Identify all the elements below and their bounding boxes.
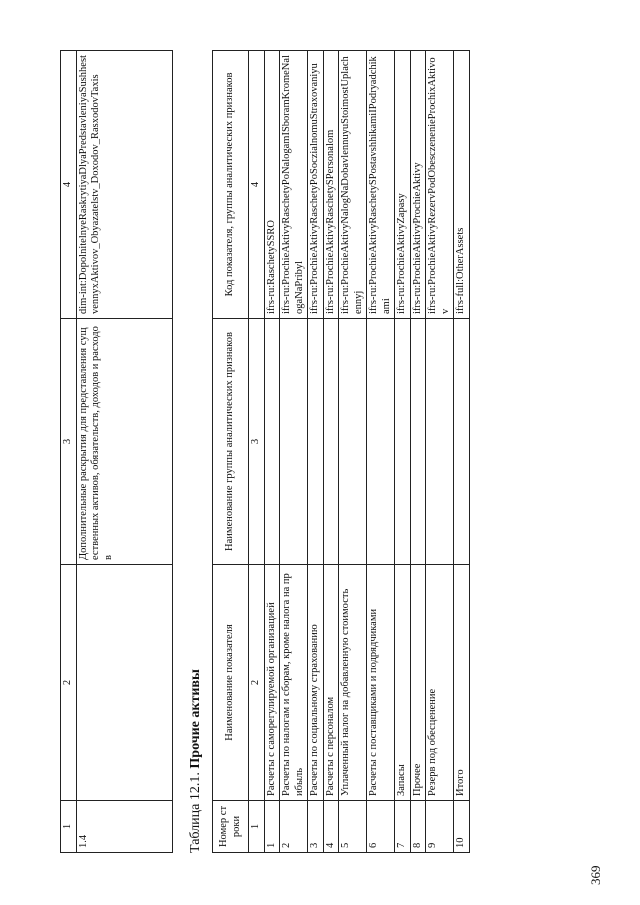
header-cell: Наименование группы аналитических признаков (213, 319, 249, 565)
row-number: 10 (454, 801, 470, 853)
page-number: 369 (588, 865, 603, 885)
row-code: ifrs-full:OtherAssets (454, 51, 470, 319)
row-group-name (426, 319, 454, 565)
column-number-row (61, 51, 77, 853)
row-name: Расчеты с поставщиками и подрядчиками (367, 565, 395, 801)
row-name: Расчеты с саморегулируемой организацией (264, 565, 280, 801)
col-number: 3 (61, 319, 77, 565)
row-group-name (367, 319, 395, 565)
row-name: Расчеты с персоналом (323, 565, 339, 801)
row-name: Уплаченный налог на добавленную стоимость (339, 565, 367, 801)
row-name: Прочее (410, 565, 426, 801)
table-row (410, 51, 426, 853)
row-group-name (339, 319, 367, 565)
row-number: 3 (308, 801, 324, 853)
row-name: Итого (454, 565, 470, 801)
row-number: 9 (426, 801, 454, 853)
row-number: 6 (367, 801, 395, 853)
row-number: 1 (264, 801, 280, 853)
row-code: ifrs-ru:ProchieAktivyRaschetySPostavshhikamiIPodryadchikami (367, 51, 395, 319)
row-name: Расчеты по социальному страхованию (308, 565, 324, 801)
row-code: dim-int:DopolnitelnyeRaskrytiyaDlyaPredstavleniyaSushhestvennyxAktivov_Obyazatelstv_Doxodov_RasxodovTaxis (76, 51, 172, 319)
row-name (76, 565, 172, 801)
table-row (426, 51, 454, 853)
table-row (280, 51, 308, 853)
row-code: ifrs-ru:ProchieAktivyRaschetyPoSoczialnomuStraxovaniyu (308, 51, 324, 319)
table-row (367, 51, 395, 853)
row-number: 7 (395, 801, 411, 853)
header-cell: Номер строки (213, 801, 249, 853)
row-group-name (323, 319, 339, 565)
row-number: 4 (323, 801, 339, 853)
header-cell: Наименование показателя (213, 565, 249, 801)
row-name: Запасы (395, 565, 411, 801)
col-number: 2 (61, 565, 77, 801)
row-number: 1.4 (76, 801, 172, 853)
caption-prefix: Таблица 12.1. (188, 772, 203, 853)
row-group-name (280, 319, 308, 565)
table-row (339, 51, 367, 853)
row-group-name: Дополнительные раскрытия для представления существенных активов, обязательств, доходов и расходов (76, 319, 172, 565)
col-number: 3 (249, 319, 265, 565)
row-code: ifrs-ru:ProchieAktivyProchieAktivy (410, 51, 426, 319)
col-number: 4 (249, 51, 265, 319)
table-row (76, 51, 172, 853)
col-number: 1 (249, 801, 265, 853)
table-row (454, 51, 470, 853)
row-group-name (264, 319, 280, 565)
table-caption (188, 669, 204, 853)
col-number: 4 (61, 51, 77, 319)
table-row (323, 51, 339, 853)
table-continuation (60, 50, 173, 853)
row-code: ifrs-ru:RaschetySSRO (264, 51, 280, 319)
col-number: 2 (249, 565, 265, 801)
table-row (264, 51, 280, 853)
row-code: ifrs-ru:ProchieAktivyRezervPodObesczenenieProchixAktivov (426, 51, 454, 319)
table-other-assets (212, 50, 470, 853)
col-number: 1 (61, 801, 77, 853)
row-group-name (395, 319, 411, 565)
row-name: Расчеты по налогам и сборам, кроме налога на прибыль (280, 565, 308, 801)
column-number-row (249, 51, 265, 853)
header-cell: Код показателя, группы аналитических признаков (213, 51, 249, 319)
table-row (308, 51, 324, 853)
caption-title: Прочие активы (188, 669, 203, 769)
row-group-name (410, 319, 426, 565)
row-number: 5 (339, 801, 367, 853)
row-group-name (454, 319, 470, 565)
row-code: ifrs-ru:ProchieAktivyRaschetySPersonalom (323, 51, 339, 319)
row-name: Резерв под обесценение (426, 565, 454, 801)
row-group-name (308, 319, 324, 565)
row-number: 2 (280, 801, 308, 853)
row-code: ifrs-ru:ProchieAktivyZapasy (395, 51, 411, 319)
table-row (395, 51, 411, 853)
header-row (213, 51, 249, 853)
row-number: 8 (410, 801, 426, 853)
row-code: ifrs-ru:ProchieAktivyNalogNaDobavlennuyuStoimostUplachennyj (339, 51, 367, 319)
row-code: ifrs-ru:ProchieAktivyRaschetyPoNalogamISboramKromeNalogaNaPribyl (280, 51, 308, 319)
